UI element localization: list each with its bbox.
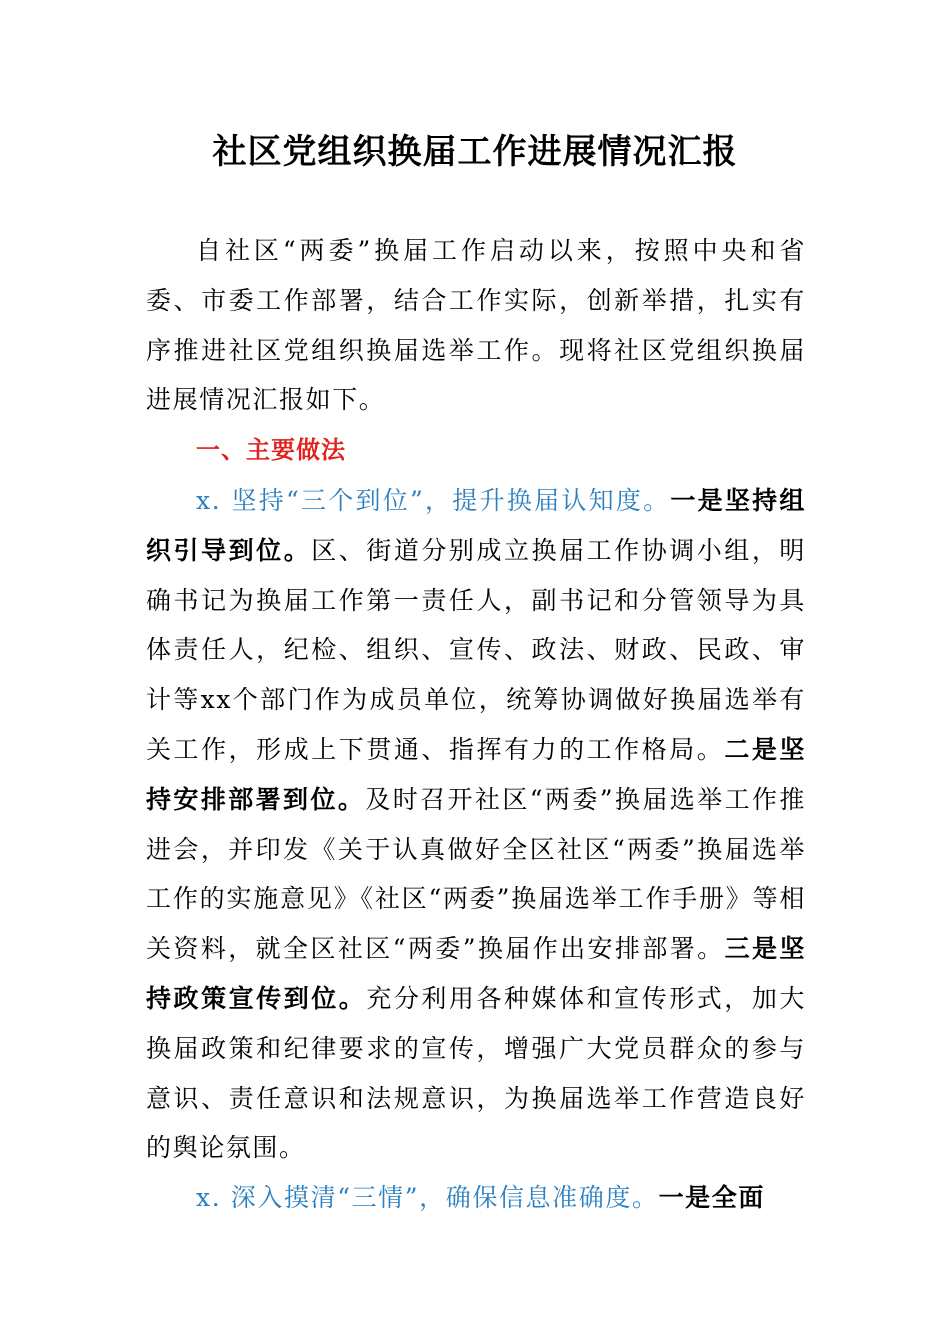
- section-heading: [146, 425, 806, 476]
- paragraph-item-2: [146, 1173, 806, 1223]
- document-title: 社区党组织换届工作进展情况汇报: [212, 132, 738, 172]
- item-1-heading: x. 坚持“三个到位”，提升换届认知度。: [196, 485, 671, 515]
- item-1-lead-2: 二是坚持安排部署到位。: [146, 734, 806, 814]
- item-1-lead-3: 三是坚持政策宣传到位。: [146, 934, 806, 1013]
- item-1-text-2: 及时召开社区“两委”换届选举工作推进会，并印发《关于认真做好全区社区“两委”换届选举工作的实施意见》《社区“两委”换届选举工作手册》等相关资料，就全区社区“两委”换届作出安排部署。: [146, 784, 806, 964]
- item-1-lead-1: 一是坚持组织引导到位。: [146, 485, 806, 565]
- item-1-text-3: 充分利用各种媒体和宣传形式，加大换届政策和纪律要求的宣传，增强广大党员群众的参与意识、责任意识和法规意识，为换届选举工作营造良好的舆论氛围。: [146, 983, 806, 1163]
- intro-paragraph: 自社区“两委”换届工作启动以来，按照中央和省委、市委工作部署，结合工作实际，创新举措，扎实有序推进社区党组织换届选举工作。现将社区党组织换届进展情况汇报如下。: [146, 236, 806, 415]
- document-body: [146, 226, 806, 1223]
- section-1-heading: 一、主要做法: [196, 436, 346, 465]
- item-2-heading: x. 深入摸清“三情”，确保信息准确度。: [196, 1183, 659, 1213]
- item-2-lead-1: 一是全面: [658, 1183, 765, 1213]
- item-1-text-1: 区、街道分别成立换届工作协调小组，明确书记为换届工作第一责任人，副书记和分管领导为具体责任人，纪检、组织、宣传、政法、财政、民政、审计等xx个部门作为成员单位，统筹协调做好换届选举有关工作，形成上下贯通、指挥有力的工作格局。: [146, 535, 806, 764]
- paragraph-item-1: [146, 476, 806, 1173]
